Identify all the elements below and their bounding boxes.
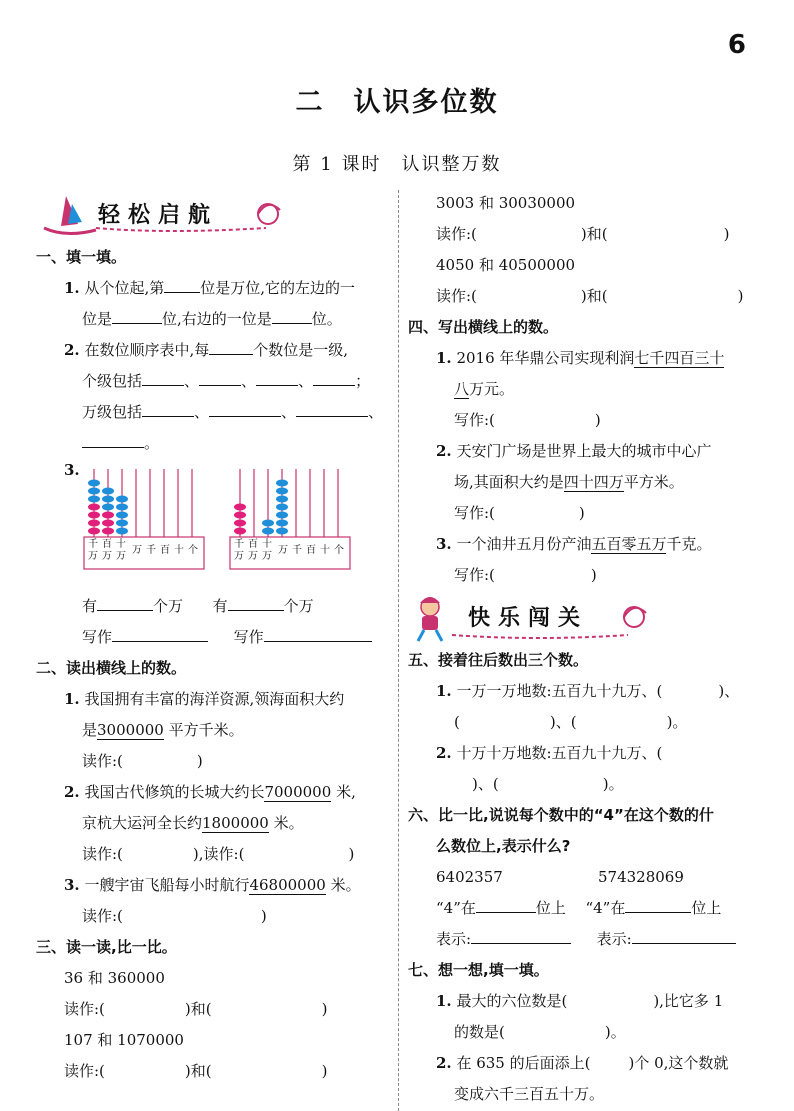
banner-happy-challenge xyxy=(408,591,766,645)
s5-q2-line1: 2. 十万十万地数:五百九十九万、( xyxy=(436,744,663,762)
s2-q1-line2: 是3000000 平方千米。 xyxy=(82,721,244,739)
pair-1-read: 读作:( )和( ) xyxy=(64,1000,328,1018)
s4-q1-line2: 八万元。 xyxy=(454,380,515,398)
s7-q2-line1: 2. 在 635 的后面添上( )个 0,这个数就 xyxy=(436,1054,729,1072)
column-divider xyxy=(398,190,399,1111)
pair-2: 107 和 1070000 xyxy=(64,1031,184,1049)
s7-q1-line1: 1. 最大的六位数是( ),比它多 1 xyxy=(436,992,724,1010)
section-7-title: 七、想一想,填一填。 xyxy=(408,961,549,979)
q2-line3: 万级包括 、 、 、 xyxy=(82,403,384,421)
s2-q1-read: 读作:( ) xyxy=(82,752,203,770)
s6-means: 表示: 表示: xyxy=(408,924,766,955)
banner-title: 轻松启航 xyxy=(98,202,219,228)
s4-q2-line2: 场,其面积大约是四十四万平方米。 xyxy=(454,473,684,491)
s4-q2-write: 写作:( ) xyxy=(454,504,585,522)
s5-q1-line2: ( )、( )。 xyxy=(454,713,688,731)
s5-q2-line2: )、( )。 xyxy=(472,775,624,793)
s2-q2-read: 读作:( ),读作:( ) xyxy=(82,845,355,863)
pair-1: 36 和 360000 xyxy=(64,969,165,987)
s4-q1-line1: 1. 2016 年华鼎公司实现利润七千四百三十 xyxy=(436,349,725,367)
s7-q1-line2: 的数是( )。 xyxy=(454,1023,626,1041)
pair-3-read: 读作:( )和( ) xyxy=(436,225,730,243)
section-2-title: 二、读出横线上的数。 xyxy=(36,659,187,677)
page-number: 6 xyxy=(727,30,746,60)
section-6-title-line1: 六、比一比,说说每个数中的“4”在这个数的什 xyxy=(408,806,714,824)
s5-q1-line1: 1. 一万一万地数:五百九十九万、( )、 xyxy=(436,682,740,700)
section-4-title: 四、写出横线上的数。 xyxy=(408,318,559,336)
s6-position: “4”在 位上 “4”在 位上 xyxy=(436,899,722,917)
q2-line4: 。 xyxy=(36,428,390,459)
s2-q1-line1: 1. 我国拥有丰富的海洋资源,领海面积大约 xyxy=(64,690,345,708)
s4-q3-line1: 3. 一个油井五月份产油五百零五万千克。 xyxy=(436,535,712,553)
right-column xyxy=(408,188,766,1110)
s6-numbers: 6402357 574328069 xyxy=(436,868,684,886)
section-1-title: 一、填一填。 xyxy=(36,248,127,266)
pair-4: 4050 和 40500000 xyxy=(436,256,576,274)
s4-q2-line1: 2. 天安门广场是世界上最大的城市中心广 xyxy=(436,442,712,460)
section-5-title: 五、接着往后数出三个数。 xyxy=(408,651,589,669)
q1-line1: 1. 从个位起,第 位是万位,它的左边的一 xyxy=(64,279,356,297)
section-3-title: 三、读一读,比一比。 xyxy=(36,938,177,956)
banner2-title: 快乐闯关 xyxy=(468,605,589,631)
s2-q2-line1: 2. 我国古代修筑的长城大约长7000000 米, xyxy=(64,783,356,801)
section-6-title-line2: 么数位上,表示什么? xyxy=(436,837,571,855)
pair-3: 3003 和 30030000 xyxy=(436,194,576,212)
q3-number: 3. xyxy=(64,461,80,479)
pair-4-read: 读作:( )和( ) xyxy=(436,287,744,305)
q1-line2: 位是 位,右边的一位是 位。 xyxy=(82,310,342,328)
left-column xyxy=(36,188,390,1087)
s2-q2-line2: 京杭大运河全长约1800000 米。 xyxy=(82,814,304,832)
abacus-question: 3. 千万 百万 十万 万 千 百 十 个 千万 百万 十万 万 千 百 十 个 xyxy=(36,459,390,591)
q2-line2: 个级包括 、 、 、 ； xyxy=(82,372,371,390)
chapter-title: 二 认识多位数 xyxy=(295,87,499,118)
s4-q1-write: 写作:( ) xyxy=(454,411,601,429)
s2-q3-line1: 3. 一艘宇宙飞船每小时航行46800000 米。 xyxy=(64,876,361,894)
abacus-count-line: 有 个万 有 个万 xyxy=(82,597,314,615)
lesson-title: 第 1 课时 认识整万数 xyxy=(292,154,502,175)
banner-easy-start xyxy=(36,188,390,242)
pair-2-read: 读作:( )和( ) xyxy=(64,1062,328,1080)
s7-q2-line2: 变成六千三百五十万。 xyxy=(454,1085,605,1103)
s2-q3-read: 读作:( ) xyxy=(82,907,267,925)
s4-q3-write: 写作:( ) xyxy=(454,566,597,584)
abacus-write-line: 写作 写作 xyxy=(36,622,390,653)
q2-line1: 2. 在数位顺序表中,每 个数位是一级, xyxy=(64,341,349,359)
